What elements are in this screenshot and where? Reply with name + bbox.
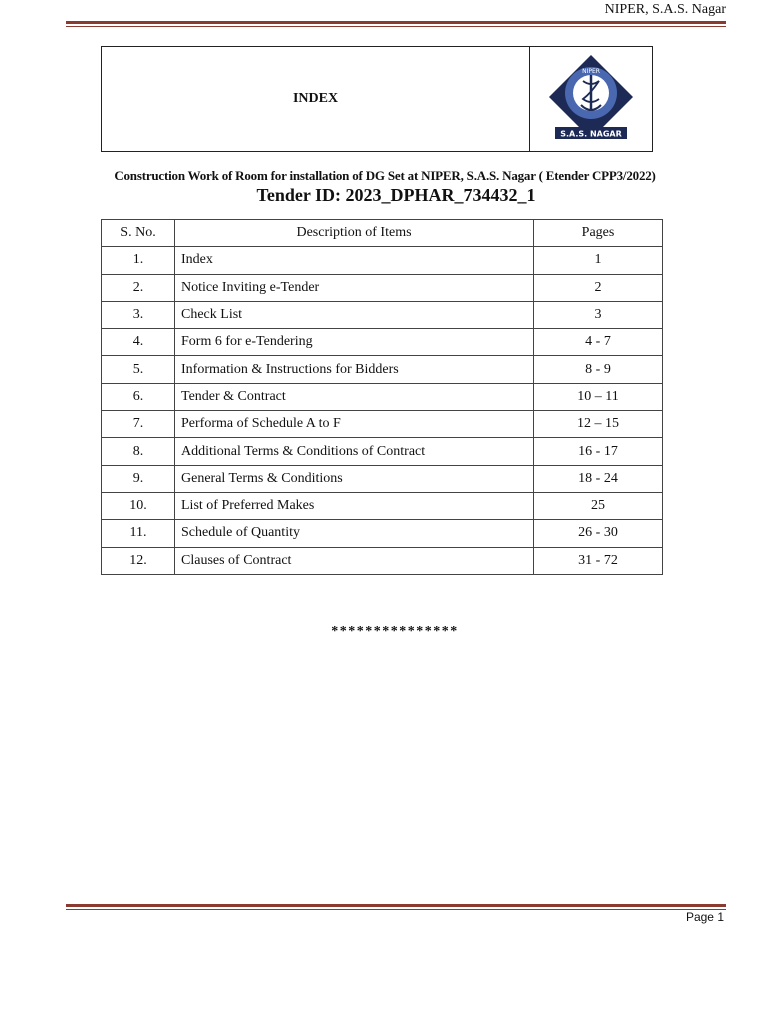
table-row: [102, 356, 663, 383]
header-rule-thin: [66, 26, 726, 27]
row-description: Additional Terms & Conditions of Contract: [175, 438, 534, 465]
table-row: [102, 247, 663, 274]
row-pages: 3: [534, 301, 663, 328]
row-description: Schedule of Quantity: [175, 520, 534, 547]
row-sno: 2.: [102, 274, 175, 301]
row-description: General Terms & Conditions: [175, 465, 534, 492]
header-pages: Pages: [534, 220, 663, 247]
row-sno: 3.: [102, 301, 175, 328]
table-row: [102, 274, 663, 301]
table-row: [102, 411, 663, 438]
header-institute: NIPER, S.A.S. Nagar: [604, 2, 726, 17]
row-pages: 31 - 72: [534, 547, 663, 574]
tender-id: Tender ID: 2023_DPHAR_734432_1: [256, 185, 536, 205]
row-description: List of Preferred Makes: [175, 492, 534, 519]
row-sno: 4.: [102, 329, 175, 356]
logo-ring-text: NIPER: [582, 68, 600, 75]
table-row: [102, 465, 663, 492]
row-sno: 1.: [102, 247, 175, 274]
index-title: INDEX: [102, 47, 530, 151]
row-description: Performa of Schedule A to F: [175, 411, 534, 438]
row-sno: 8.: [102, 438, 175, 465]
row-description: Clauses of Contract: [175, 547, 534, 574]
row-sno: 12.: [102, 547, 175, 574]
row-sno: 6.: [102, 383, 175, 410]
row-pages: 12 – 15: [534, 411, 663, 438]
table-row: [102, 520, 663, 547]
table-row: [102, 301, 663, 328]
row-pages: 2: [534, 274, 663, 301]
logo-caption: S.A.S. NAGAR: [560, 129, 622, 139]
row-sno: 10.: [102, 492, 175, 519]
row-sno: 5.: [102, 356, 175, 383]
row-pages: 18 - 24: [534, 465, 663, 492]
footer-rule-thin: [66, 909, 726, 910]
separator-stars: ***************: [331, 624, 459, 639]
row-sno: 11.: [102, 520, 175, 547]
header-rule-thick: [66, 21, 726, 24]
row-sno: 9.: [102, 465, 175, 492]
row-description: Form 6 for e-Tendering: [175, 329, 534, 356]
project-subtitle: Construction Work of Room for installation of DG Set at NIPER, S.A.S. Nagar ( Etender CPP3/2022): [114, 168, 656, 183]
row-pages: 10 – 11: [534, 383, 663, 410]
header-sno: S. No.: [102, 220, 175, 247]
row-pages: 25: [534, 492, 663, 519]
table-row: [102, 383, 663, 410]
index-box: [101, 46, 653, 152]
row-description: Tender & Contract: [175, 383, 534, 410]
niper-emblem-logo: [545, 53, 637, 145]
header-description: Description of Items: [175, 220, 534, 247]
page-number: Page 1: [685, 910, 724, 924]
table-header-row: [102, 220, 663, 247]
row-pages: 8 - 9: [534, 356, 663, 383]
row-description: Check List: [175, 301, 534, 328]
row-pages: 26 - 30: [534, 520, 663, 547]
table-row: [102, 492, 663, 519]
footer-rule-thick: [66, 904, 726, 907]
logo-cell: [530, 47, 652, 151]
table-row: [102, 547, 663, 574]
row-sno: 7.: [102, 411, 175, 438]
index-table: [101, 219, 663, 575]
row-description: Notice Inviting e-Tender: [175, 274, 534, 301]
row-description: Index: [175, 247, 534, 274]
row-pages: 4 - 7: [534, 329, 663, 356]
row-pages: 1: [534, 247, 663, 274]
row-description: Information & Instructions for Bidders: [175, 356, 534, 383]
table-row: [102, 329, 663, 356]
row-pages: 16 - 17: [534, 438, 663, 465]
table-row: [102, 438, 663, 465]
